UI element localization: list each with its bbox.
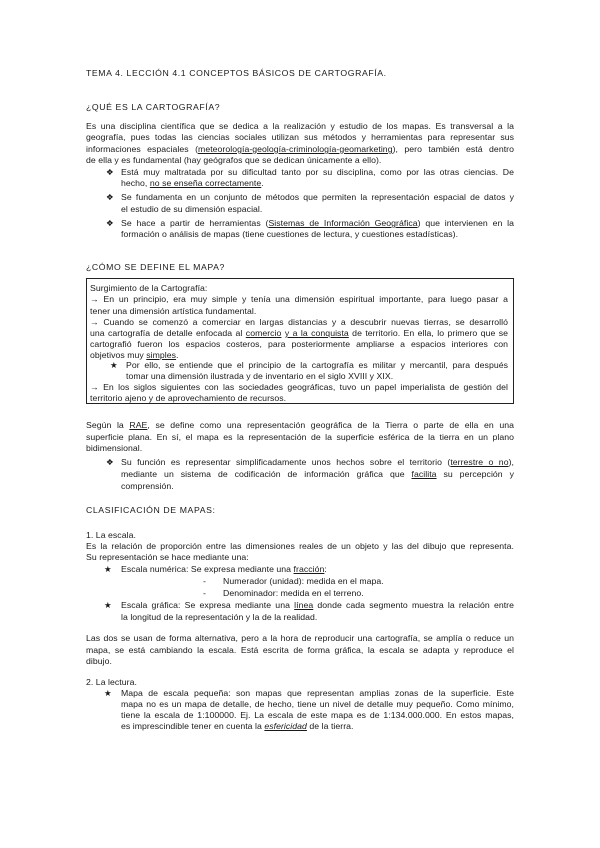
paragraph-line: Es la relación de proporción entre las dimensiones reales de un objeto y las del dibujo que representa. [86, 541, 514, 551]
heading-que-es-cartografia: ¿QUÉ ES LA CARTOGRAFÍA? [86, 102, 221, 112]
underlined-term: esfericidad [264, 721, 307, 731]
paragraph-line: de ella y es fundamental (hay geógrafos que se dedican únicamente a ello). [86, 155, 382, 165]
bullet-line: Su función es representar simplificadamente unos hechos sobre el territorio (terrestre o no), [121, 457, 514, 467]
sub-bullet-line: Numerador (unidad): medida en el mapa. [223, 576, 384, 586]
star-bullet-icon: ★ [104, 564, 112, 574]
bullet-line: tiene la escala de 1:100000. Ej. La escala de este mapa es de 1:134.000.000. En estos mapas, [121, 710, 514, 720]
paragraph-line: Las dos se usan de forma alternativa, pero a la hora de reproducir una cartografía, se amplía o reduce un [86, 633, 514, 643]
paragraph-line: informaciones espaciales (meteorología-geología-criminología-geomarketing), pero también está dentro [86, 144, 514, 154]
bullet-line: Escala numérica: Se expresa mediante una fracción: [121, 564, 327, 574]
bullet-line: hecho, no se enseña correctamente. [121, 178, 264, 188]
bullet-line: es imprescindible tener en cuenta la esfericidad de la tierra. [121, 721, 354, 731]
bullet-line: Mapa de escala pequeña: son mapas que representan amplias zonas de la superficie. Este [121, 688, 514, 698]
box-line: territorio ajeno y de aprovechamiento de recursos. [90, 393, 287, 403]
heading-como-se-define-mapa: ¿CÓMO SE DEFINE EL MAPA? [86, 262, 225, 272]
bullet-line: Escala gráfica: Se expresa mediante una línea donde cada segmento muestra la relación entre [121, 600, 514, 610]
dash-bullet: - [203, 576, 206, 586]
subheading-escala: 1. La escala. [86, 530, 136, 540]
heading-clasificacion-mapas: CLASIFICACIÓN DE MAPAS: [86, 505, 216, 515]
underlined-term: RAE [129, 420, 148, 430]
box-title: Surgimiento de la Cartografía: [90, 283, 208, 293]
underlined-term: terrestre o no [450, 457, 509, 467]
underlined-term: fracción [293, 564, 325, 574]
paragraph-line: Su representación se hace mediante una: [86, 552, 249, 562]
bullet-line: mediante un sistema de codificación de información gráfica que facilita su percepción y [121, 469, 514, 479]
box-line: una cartografía de detalle enfocada al comercio y a la conquista de territorio. En ella, lo primero que se [90, 328, 508, 338]
box-line: → En un principio, era muy simple y tenía una dimensión espiritual importante, para luego pasar a [90, 294, 508, 304]
diamond-bullet-icon: ❖ [106, 457, 114, 467]
sub-bullet-line: Denominador: medida en el terreno. [223, 588, 364, 598]
paragraph-line: dibujo. [86, 656, 112, 666]
underlined-term: meteorología-geología-criminología-geomarketing [198, 144, 393, 154]
dash-bullet: - [203, 588, 206, 598]
box-line: tomar una dimensión ilustrada y de inventario en el siglo XVIII y XIX. [126, 371, 394, 381]
paragraph-line: geografía, pues todas las ciencias sociales utilizan sus métodos y herramientas para representar sus [86, 132, 514, 142]
bullet-line: formación o análisis de mapas (tiene cuestiones de lectura, y cuestiones estadísticas). [121, 229, 459, 239]
diamond-bullet-icon: ❖ [106, 192, 114, 202]
bullet-line: mapa no es un mapa de detalle, de hecho, tiene un nivel de detalle muy pequeño. Como mínimo, [121, 699, 514, 709]
diamond-bullet-icon: ❖ [106, 218, 114, 228]
star-bullet-icon: ★ [104, 688, 112, 698]
box-line: Por ello, se entiende que el principio de la cartografía es militar y mercantil, para después [126, 360, 508, 370]
underlined-term: y a la conquista [284, 328, 349, 338]
star-bullet-icon: ★ [104, 600, 112, 610]
underlined-term: facilita [411, 469, 437, 479]
bullet-line: Se hace a partir de herramientas (Sistemas de Información Geográfica) que intervienen en la [121, 218, 514, 228]
underlined-term: no se enseña correctamente [149, 178, 262, 188]
box-line: → En los siglos siguientes con las sociedades geográficas, tuvo un papel imperialista de gestión del [90, 382, 508, 392]
star-bullet-icon: ★ [110, 360, 118, 370]
paragraph-line: bidimensional. [86, 443, 143, 453]
box-line: cartografió fueron los espacios costeros, para posteriormente ampliarse a espacios interiores con [90, 339, 508, 349]
bullet-line: comprensión. [121, 481, 174, 491]
bullet-line: el estudio de su dimensión espacial. [121, 204, 263, 214]
bullet-line: Se fundamenta en un conjunto de métodos que permiten la representación espacial de datos y [121, 192, 514, 202]
diamond-bullet-icon: ❖ [106, 167, 114, 177]
paragraph-line: Según la RAE, se define como una representación geográfica de la Tierra o parte de ella en una [86, 420, 514, 430]
box-line: objetivos muy simples. [90, 350, 179, 360]
bullet-line: Está muy maltratada por su dificultad tanto por su disciplina, como por las otras ciencias. De [121, 167, 514, 177]
box-line: → Cuando se comenzó a comerciar en largas distancias y a descubrir nuevas tierras, se desarrolló [90, 317, 508, 327]
underlined-term: Sistemas de Información Geográfica [268, 218, 418, 228]
underlined-term: comercio [245, 328, 282, 338]
underlined-term: simples [146, 350, 177, 360]
paragraph-line: mapa, se está cambiando la escala. Está escrita de forma gráfica, la escala se adapta y reproduce el [86, 645, 514, 655]
box-line: tener una dimensión artística fundamental. [90, 306, 257, 316]
paragraph-line: superficie plana. En sí, el mapa es la representación de la superficie esférica de la tierra en un plano [86, 432, 514, 442]
underlined-term: línea [294, 600, 314, 610]
paragraph-line: Es una disciplina científica que se dedica a la realización y estudio de los mapas. Es transversal a la [86, 121, 514, 131]
subheading-lectura: 2. La lectura. [86, 677, 137, 687]
bullet-line: la longitud de la representación y la de la realidad. [121, 612, 318, 622]
document-title: TEMA 4. LECCIÓN 4.1 CONCEPTOS BÁSICOS DE CARTOGRAFÍA. [86, 68, 387, 78]
